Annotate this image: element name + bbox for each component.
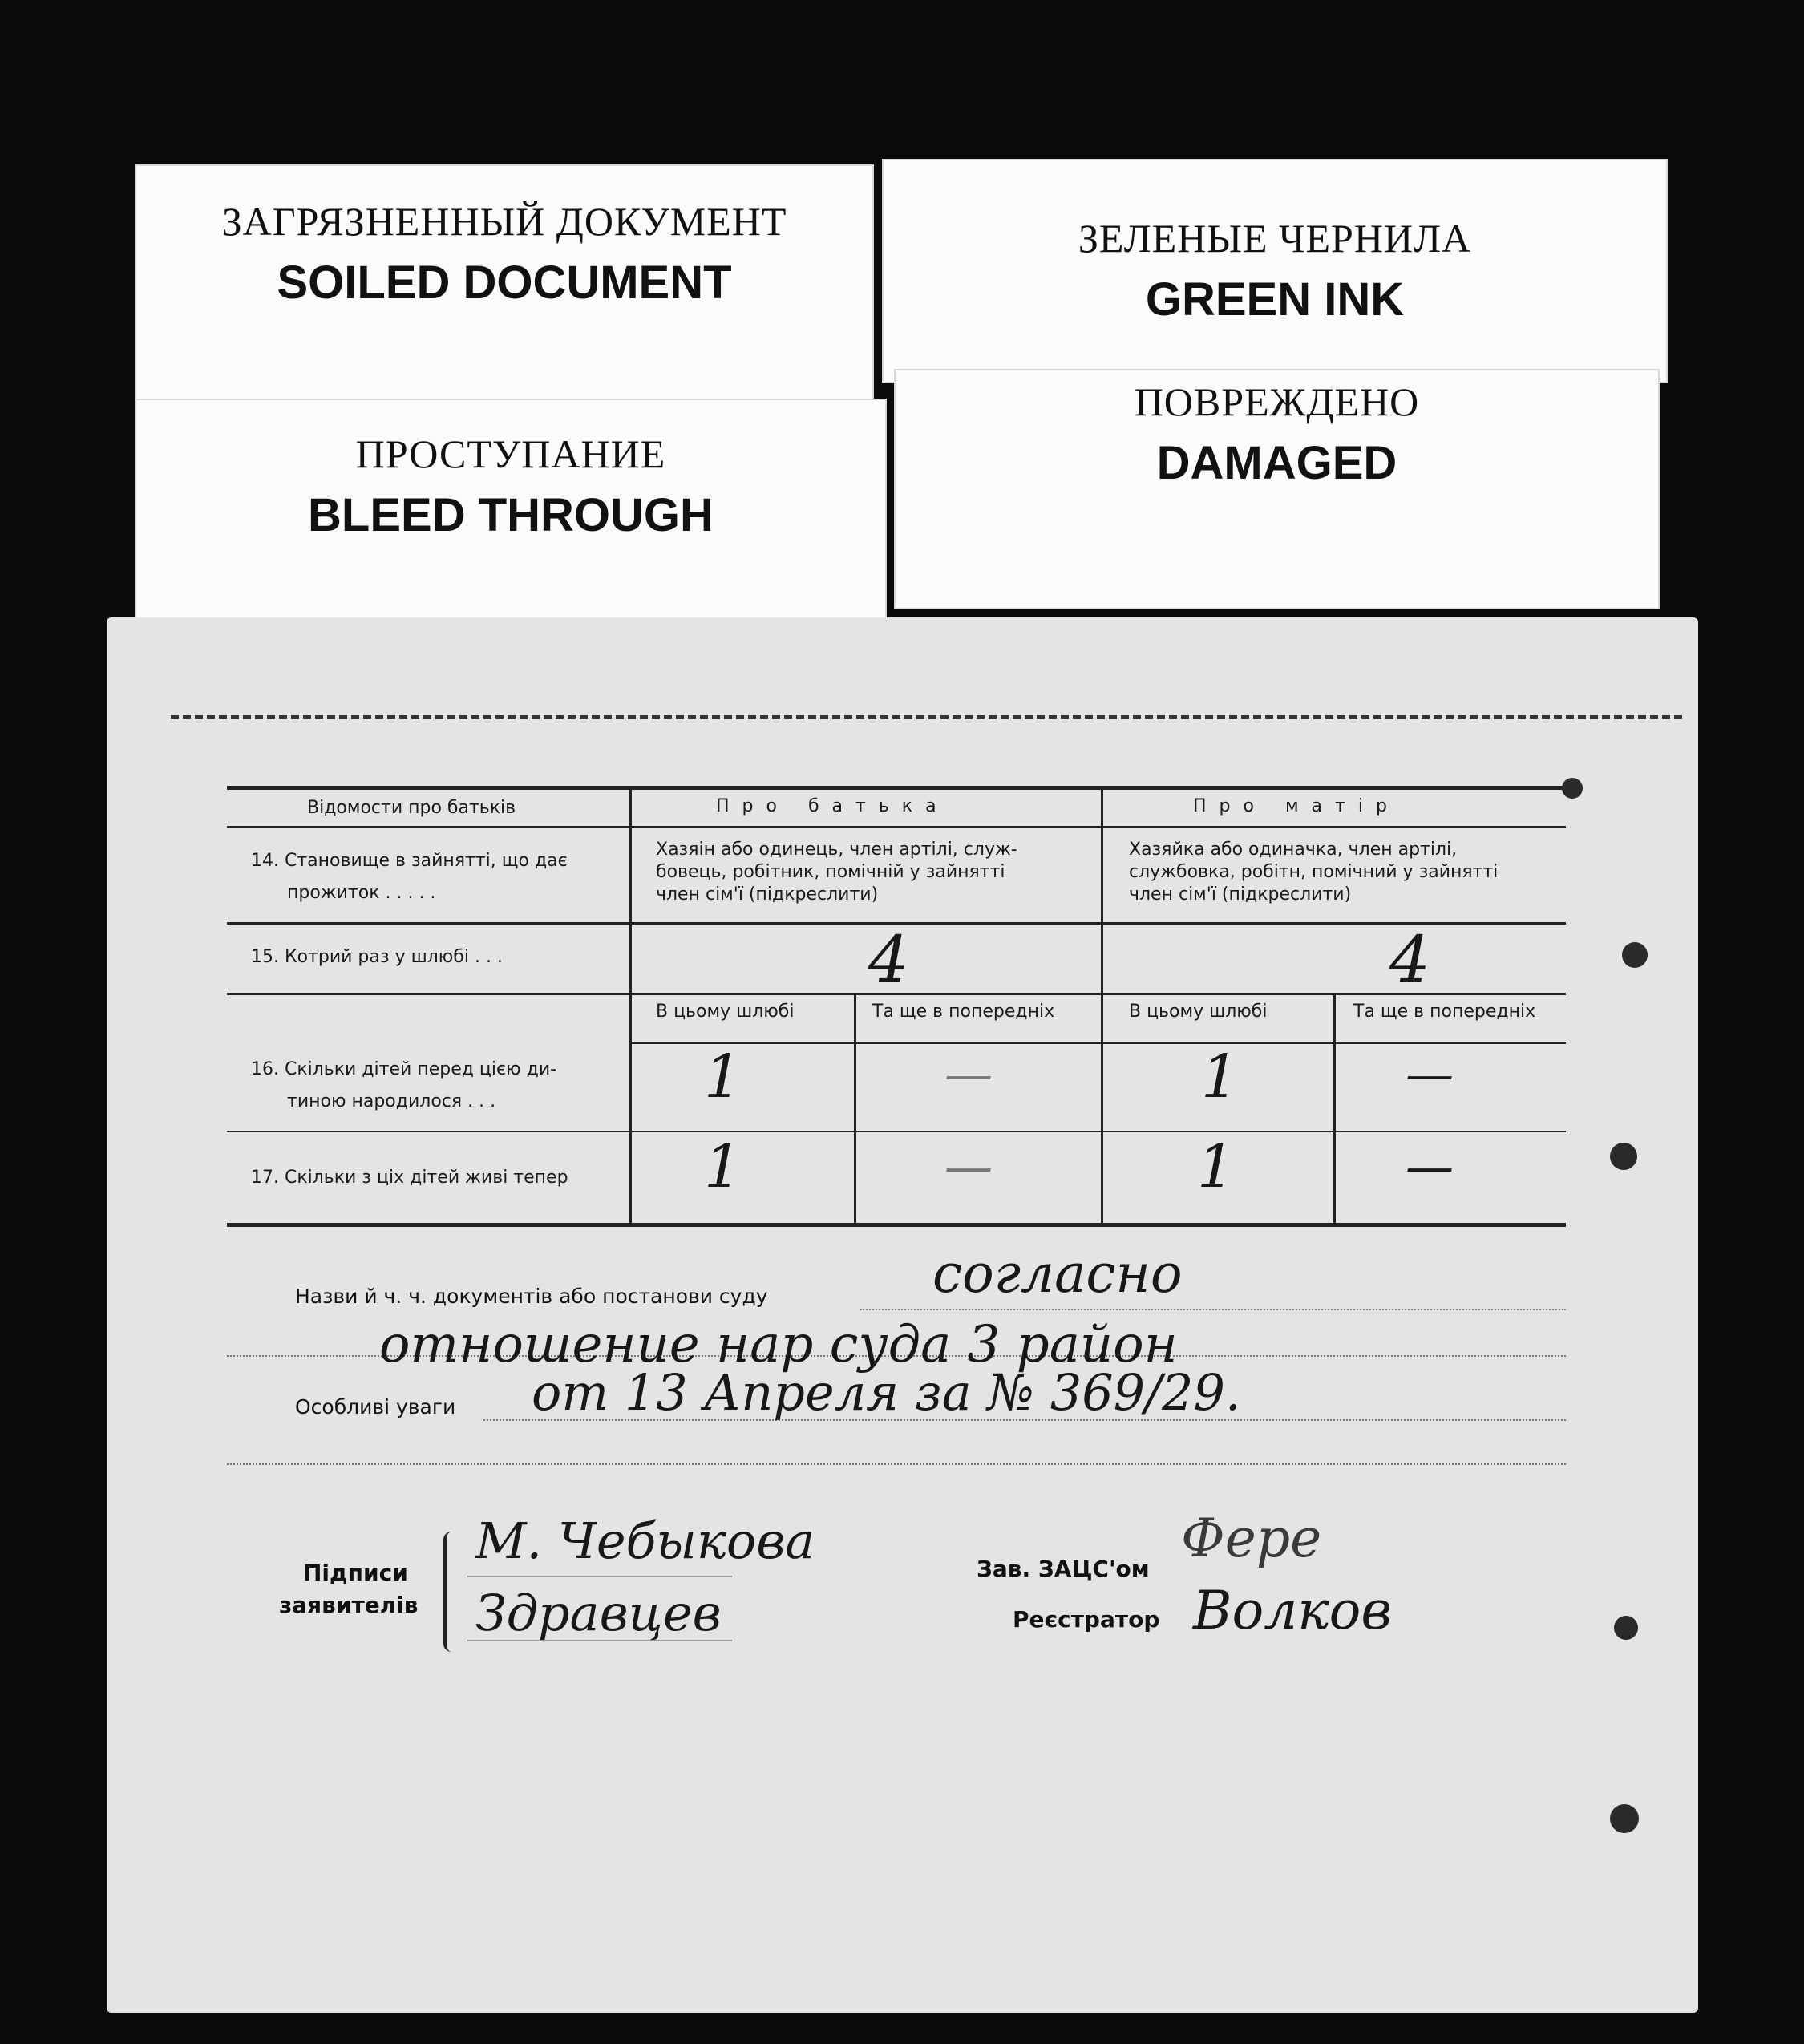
row14-father-line1: Хазяін або одинець, член артілі, служ- <box>656 840 1017 860</box>
card-russian-text: ЗАГРЯЗНЕННЫЙ ДОКУМЕНТ <box>221 199 787 244</box>
signatures-bracket <box>443 1532 458 1652</box>
special-notes-label: Особливі уваги <box>295 1395 456 1419</box>
subhead-father-this-marriage: В цьому шлюбі <box>656 1002 795 1022</box>
row17-father-prev: — <box>944 1139 993 1195</box>
row14-mother-line3: член сім'ї (підкреслити) <box>1129 884 1352 905</box>
row16-mother-this: 1 <box>1201 1042 1240 1111</box>
punch-hole <box>1622 942 1648 968</box>
row14-label: 14. Становище в зайнятті, що дає <box>251 851 568 871</box>
damaged-card <box>894 369 1660 609</box>
row16-father-this: 1 <box>704 1042 742 1111</box>
punch-hole <box>1610 1143 1637 1170</box>
row14-father-line3: член сім'ї (підкреслити) <box>656 884 879 905</box>
row15-mother-value: 4 <box>1389 922 1430 997</box>
applicant-signature-2: Здравцев <box>475 1584 722 1642</box>
card-english-text: SOILED DOCUMENT <box>277 257 732 309</box>
column-header-parents: Відомости про батьків <box>307 798 516 818</box>
signatures-label: Підписи <box>303 1560 408 1586</box>
row17-mother-prev: — <box>1406 1139 1454 1195</box>
head-signature: Фере <box>1181 1508 1322 1569</box>
handwritten-line3: от 13 Апреля за № 369/29. <box>532 1363 1241 1422</box>
documents-label: Назви й ч. ч. документів або постанови суду <box>295 1285 768 1308</box>
parents-table <box>227 786 1566 1227</box>
green-ink-card <box>882 159 1668 383</box>
registrar-label: Реєстратор <box>1013 1606 1160 1633</box>
soiled-document-card <box>135 164 874 405</box>
row17-label: 17. Скільки з ціх дітей живі тепер <box>251 1168 568 1188</box>
handwritten-line1: согласно <box>932 1243 1183 1305</box>
card-russian-text: ЗЕЛЕНЫЕ ЧЕРНИЛА <box>1078 216 1472 261</box>
perforation-line <box>171 715 1682 719</box>
row16-mother-prev: — <box>1406 1046 1454 1103</box>
row16-label-cont: тиною народилося . . . <box>287 1091 496 1111</box>
subhead-mother-previous: Та ще в попередніх <box>1353 1002 1536 1022</box>
registrar-signature: Волков <box>1193 1580 1392 1641</box>
row15-father-value: 4 <box>868 922 909 997</box>
punch-hole <box>1562 778 1583 799</box>
subhead-mother-this-marriage: В цьому шлюбі <box>1129 1002 1268 1022</box>
form-page <box>107 617 1698 2013</box>
card-russian-text: ПОВРЕЖДЕНО <box>1134 379 1420 424</box>
row14-mother-line2: службовка, робітн, помічний у зайнятті <box>1129 862 1499 882</box>
card-english-text: BLEED THROUGH <box>308 489 714 541</box>
punch-hole <box>1610 1804 1639 1833</box>
row14-label-cont: прожиток . . . . . <box>287 883 436 903</box>
head-of-registry-label: Зав. ЗАЦС'ом <box>977 1556 1150 1582</box>
punch-hole <box>1614 1616 1638 1640</box>
column-header-father: Про батька <box>716 796 949 816</box>
card-english-text: DAMAGED <box>1156 437 1397 489</box>
signatures-label-cont: заявителів <box>279 1592 419 1618</box>
column-header-mother: Про матір <box>1193 796 1400 816</box>
handwritten-line2: отношение нар суда 3 район <box>379 1315 1178 1374</box>
bleed-through-card <box>135 399 887 623</box>
row14-father-line2: бовець, робітник, помічній у зайнятті <box>656 862 1005 882</box>
row17-mother-this: 1 <box>1197 1132 1236 1201</box>
row17-father-this: 1 <box>704 1132 742 1201</box>
row16-label: 16. Скільки дітей перед цією ди- <box>251 1059 557 1079</box>
row16-father-prev: — <box>944 1046 993 1103</box>
row14-mother-line1: Хазяйка або одиначка, член артілі, <box>1129 840 1458 860</box>
applicant-signature-1: М. Чебыкова <box>475 1512 815 1570</box>
subhead-father-previous: Та ще в попередніх <box>872 1002 1055 1022</box>
card-english-text: GREEN INK <box>1145 273 1405 326</box>
row15-label: 15. Котрий раз у шлюбі . . . <box>251 947 503 967</box>
card-russian-text: ПРОСТУПАНИЕ <box>355 431 666 476</box>
